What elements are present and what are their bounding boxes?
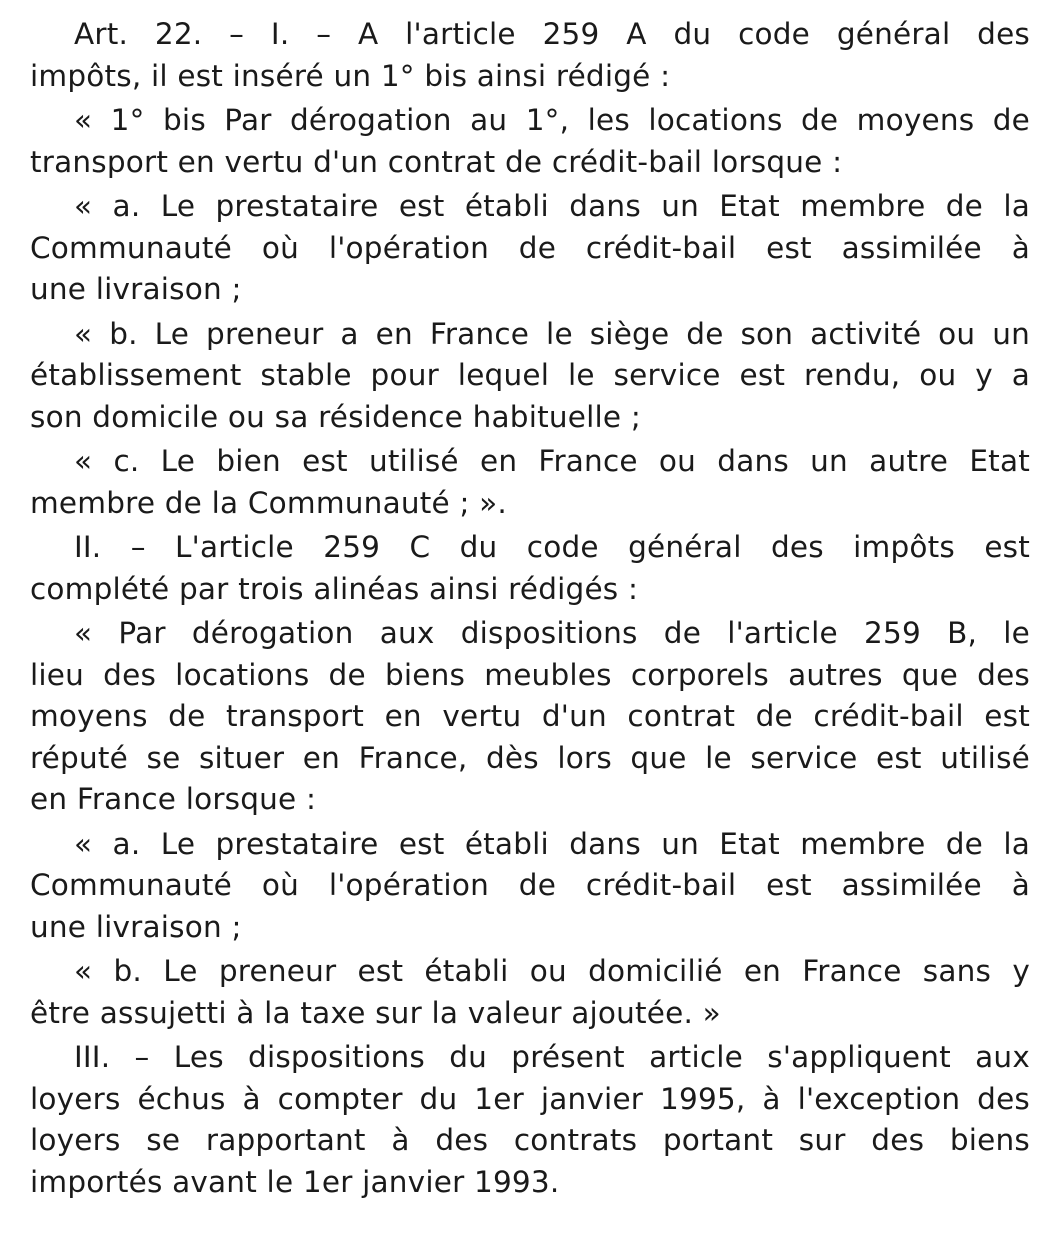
- text-line: « Par dérogation aux dispositions de l'article 259 B, le: [74, 616, 1030, 650]
- text-line: « b. Le preneur est établi ou domicilié en France sans y: [74, 954, 1030, 988]
- text-line: impôts, il est inséré un 1° bis ainsi rédigé :: [30, 58, 671, 93]
- text-line: Communauté où l'opération de crédit-bail est assimilée à: [30, 230, 1030, 265]
- paragraph-p7: [30, 613, 1030, 821]
- text-line: son domicile ou sa résidence habituelle ;: [30, 399, 641, 434]
- text-line: en France lorsque :: [30, 782, 317, 816]
- paragraph-p6: [30, 527, 1030, 610]
- text-line: Communauté où l'opération de crédit-bail est assimilée à: [30, 868, 1030, 902]
- text-line: moyens de transport en vertu d'un contrat de crédit-bail est: [30, 699, 1030, 733]
- text-line: importés avant le 1er janvier 1993.: [30, 1164, 560, 1199]
- paragraph-p5: [30, 441, 1030, 524]
- paragraph-p3: [30, 186, 1030, 311]
- paragraph-p10: [30, 1037, 1030, 1203]
- text-line: établissement stable pour lequel le service est rendu, ou y a: [30, 358, 1030, 392]
- text-line: une livraison ;: [30, 272, 242, 306]
- paragraph-p4: [30, 314, 1030, 439]
- text-line: « b. Le preneur a en France le siège de son activité ou un: [74, 316, 1030, 351]
- text-line: réputé se situer en France, dès lors que le service est utilisé: [30, 740, 1030, 775]
- text-line: membre de la Communauté ; ».: [30, 485, 507, 520]
- document-body: [30, 14, 1030, 1206]
- text-line: complété par trois alinéas ainsi rédigés :: [30, 571, 639, 606]
- text-line: être assujetti à la taxe sur la valeur ajoutée. »: [30, 995, 721, 1030]
- text-line: lieu des locations de biens meubles corporels autres que des: [30, 657, 1030, 692]
- paragraph-p2: [30, 100, 1030, 183]
- text-line: « a. Le prestataire est établi dans un Etat membre de la: [74, 826, 1030, 861]
- text-line: transport en vertu d'un contrat de crédit-bail lorsque :: [30, 144, 843, 179]
- text-line: « a. Le prestataire est établi dans un Etat membre de la: [74, 189, 1030, 223]
- text-line: Art. 22. – I. – A l'article 259 A du code général des: [74, 17, 1030, 51]
- text-line: III. – Les dispositions du présent article s'appliquent aux: [74, 1040, 1030, 1074]
- text-line: loyers se rapportant à des contrats portant sur des biens: [30, 1123, 1030, 1157]
- text-line: loyers échus à compter du 1er janvier 1995, à l'exception des: [30, 1081, 1030, 1116]
- text-line: une livraison ;: [30, 909, 242, 944]
- paragraph-p9: [30, 951, 1030, 1034]
- paragraph-p8: [30, 824, 1030, 949]
- text-line: « c. Le bien est utilisé en France ou dans un autre Etat: [74, 444, 1030, 478]
- text-line: « 1° bis Par dérogation au 1°, les locations de moyens de: [74, 103, 1030, 137]
- text-line: II. – L'article 259 C du code général des impôts est: [74, 530, 1030, 564]
- paragraph-p1: [30, 14, 1030, 97]
